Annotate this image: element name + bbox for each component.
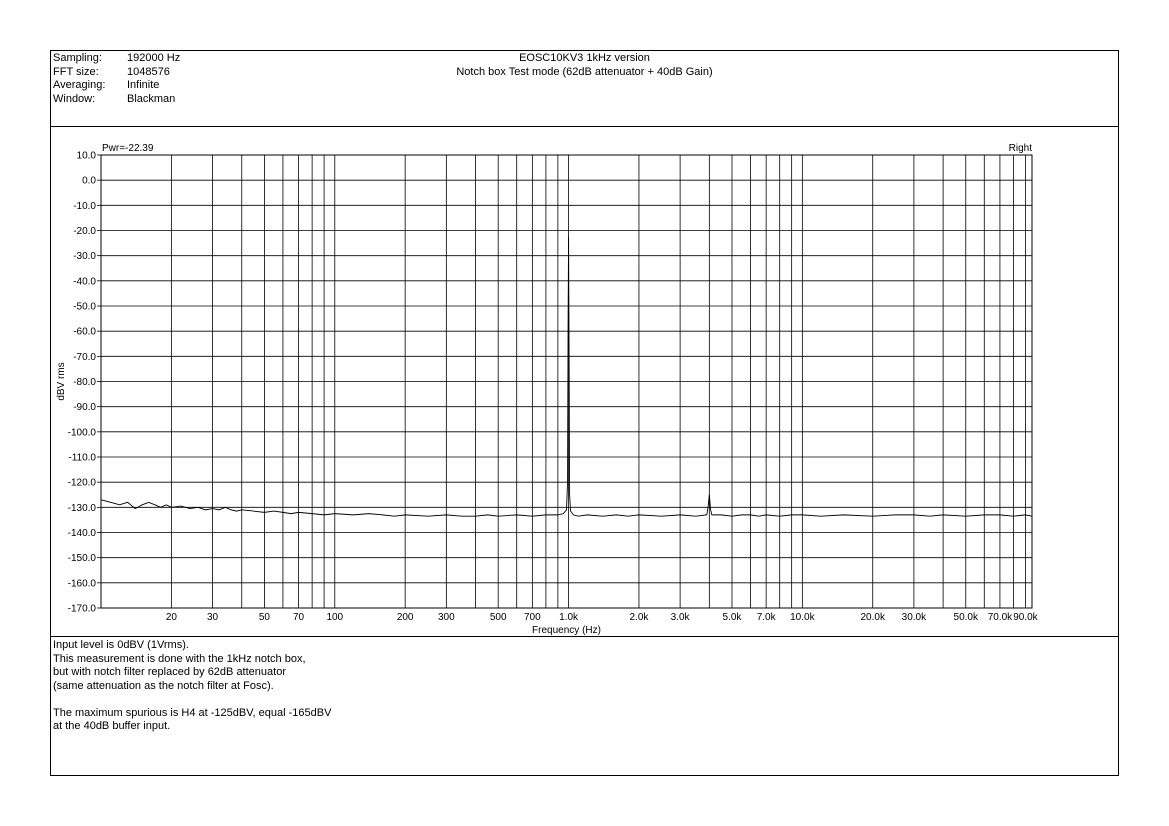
y-tick-label: -150.0 xyxy=(67,553,96,565)
chart-grid xyxy=(101,155,1032,608)
x-tick-label: 700 xyxy=(524,612,541,623)
x-tick-label: 7.0k xyxy=(756,612,776,623)
title-line-2: Notch box Test mode (62dB attenuator + 40dB Gain) xyxy=(456,65,713,78)
fft-size-key: FFT size: xyxy=(53,65,99,78)
y-tick-label: -90.0 xyxy=(73,402,96,414)
x-tick-label: 50.0k xyxy=(953,612,979,623)
y-tick-label: -50.0 xyxy=(73,301,96,313)
note-line: This measurement is done with the 1kHz notch box, xyxy=(53,652,306,665)
averaging-value: Infinite xyxy=(127,79,160,91)
x-tick-label: 300 xyxy=(437,612,455,623)
y-tick-label: -70.0 xyxy=(73,351,96,363)
y-tick-label: -130.0 xyxy=(67,502,96,514)
note-line: but with notch filter replaced by 62dB attenuator xyxy=(53,666,286,678)
y-tick-label: -30.0 xyxy=(73,251,96,263)
spectrum-trace xyxy=(101,237,1032,517)
y-tick-label: 0.0 xyxy=(82,175,96,187)
x-tick-label: 70.0k xyxy=(987,612,1013,623)
x-axis-label: Frequency (Hz) xyxy=(532,625,601,636)
y-tick-label: -160.0 xyxy=(67,578,96,590)
averaging-key: Averaging: xyxy=(53,79,106,91)
y-tick-label: -80.0 xyxy=(73,377,96,388)
note-line: Input level is 0dBV (1Vrms). xyxy=(53,639,189,651)
window-value: Blackman xyxy=(127,92,176,105)
y-tick-label: 10.0 xyxy=(76,150,96,162)
fft-size-value: 1048576 xyxy=(127,65,170,78)
y-tick-label: -140.0 xyxy=(67,528,96,539)
x-tick-label: 10.0k xyxy=(790,612,815,623)
y-tick-label: -100.0 xyxy=(67,427,96,439)
y-axis-ticks xyxy=(68,151,101,615)
sampling-key: Sampling: xyxy=(53,52,102,64)
y-tick-label: -170.0 xyxy=(67,603,96,615)
x-axis-ticks xyxy=(166,612,1039,623)
y-tick-label: -110.0 xyxy=(68,452,96,464)
x-tick-label: 200 xyxy=(396,612,414,623)
x-tick-label: 500 xyxy=(489,612,507,623)
note-line: The maximum spurious is H4 at -125dBV, equal -165dBV xyxy=(53,706,332,719)
x-tick-label: 30.0k xyxy=(901,612,927,623)
x-tick-label: 5.0k xyxy=(722,612,742,623)
y-tick-label: -10.0 xyxy=(73,200,96,212)
channel-label: Right xyxy=(1008,143,1032,154)
x-tick-label: 1.0k xyxy=(559,612,579,623)
power-readout: Pwr=-22.39 xyxy=(102,143,154,154)
x-tick-label: 100 xyxy=(326,612,344,623)
note-line: (same attenuation as the notch filter at Fosc). xyxy=(53,679,274,692)
y-axis-label: dBV rms xyxy=(56,362,67,401)
note-line: at the 40dB buffer input. xyxy=(53,720,171,732)
x-tick-label: 50 xyxy=(258,612,270,623)
x-tick-label: 20.0k xyxy=(860,612,885,623)
y-tick-label: -60.0 xyxy=(73,326,96,338)
x-tick-label: 30 xyxy=(206,612,219,623)
y-tick-label: -40.0 xyxy=(73,276,96,288)
x-tick-label: 2.0k xyxy=(629,612,649,623)
x-tick-label: 70 xyxy=(293,612,305,623)
window-key: Window: xyxy=(53,92,96,105)
y-tick-label: -20.0 xyxy=(73,226,96,237)
x-tick-label: 3.0k xyxy=(670,612,690,623)
x-tick-label: 90.0k xyxy=(1013,612,1038,623)
x-tick-label: 20 xyxy=(165,612,177,623)
title-line-1: EOSC10KV3 1kHz version xyxy=(519,52,650,64)
sampling-value: 192000 Hz xyxy=(127,52,181,64)
y-tick-label: -120.0 xyxy=(67,477,96,489)
